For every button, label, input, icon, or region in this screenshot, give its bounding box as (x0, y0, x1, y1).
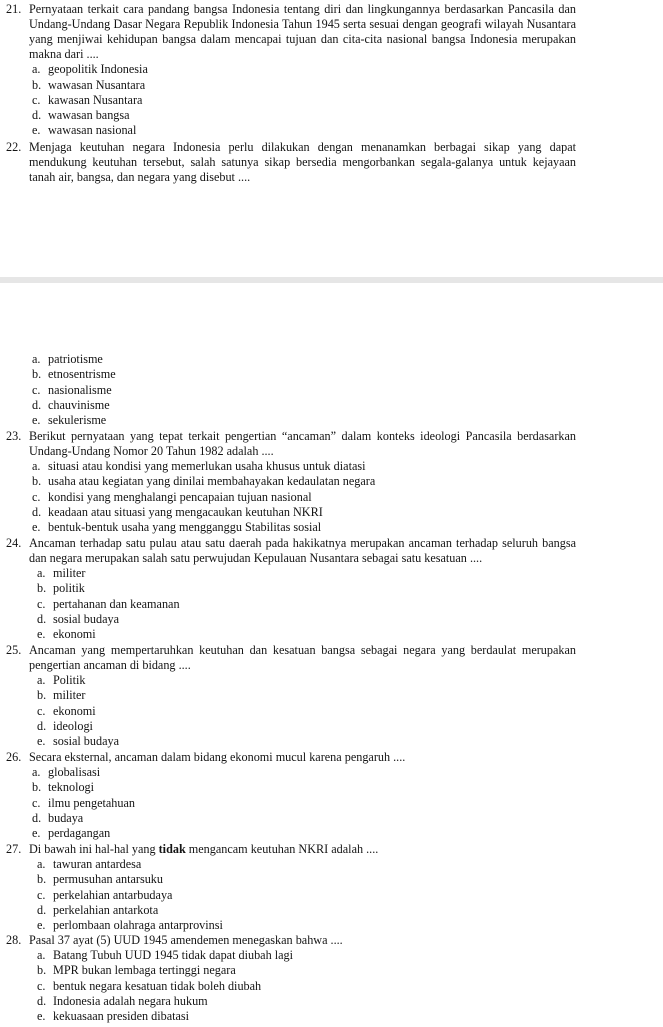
option-text: MPR bukan lembaga tertinggi negara (53, 963, 236, 978)
option-letter: b. (37, 688, 47, 703)
option-letter: a. (32, 62, 41, 77)
option-letter: c. (32, 92, 41, 107)
option-d[interactable] (37, 903, 576, 918)
option-text: perlombaan olahraga antarprovinsi (53, 918, 223, 933)
option-letter: e. (32, 413, 41, 427)
option-a[interactable] (37, 566, 576, 581)
option-letter: d. (32, 108, 42, 123)
question-28 (6, 933, 576, 1024)
options-list (37, 948, 576, 1024)
question-number: 28. (6, 933, 22, 947)
option-text: Indonesia adalah negara hukum (53, 993, 208, 1008)
option-letter: c. (37, 978, 46, 993)
option-c[interactable] (32, 796, 576, 811)
option-text: sosial budaya (53, 734, 120, 749)
question-23 (6, 429, 576, 535)
option-letter: c. (32, 382, 41, 397)
option-text: permusuhan antarsuku (53, 872, 163, 887)
option-text: politik (53, 581, 85, 596)
option-letter: d. (37, 718, 47, 733)
option-text: keadaan atau situasi yang mengacaukan keutuhan NKRI (48, 504, 323, 519)
option-text: ekonomi (53, 703, 96, 718)
option-letter: b. (32, 780, 42, 795)
option-letter: a. (32, 352, 41, 366)
question-text-start: Di bawah ini hal-hal yang (29, 842, 159, 856)
options-list (32, 62, 576, 138)
option-c[interactable] (37, 704, 576, 719)
option-b[interactable] (32, 780, 576, 795)
option-e[interactable] (37, 627, 576, 642)
option-text: geopolitik Indonesia (48, 62, 148, 77)
options-list (37, 566, 576, 642)
option-letter: b. (37, 872, 47, 887)
option-e[interactable] (32, 826, 576, 841)
option-text: budaya (48, 810, 84, 825)
option-c[interactable] (32, 93, 576, 108)
question-text (29, 842, 576, 857)
option-text: perkelahian antarbudaya (53, 887, 173, 902)
option-text: militer (53, 688, 86, 703)
option-letter: d. (32, 397, 42, 412)
option-letter: a. (37, 566, 46, 581)
option-text: wawasan bangsa (48, 108, 130, 123)
question-text: Pernyataan terkait cara pandang bangsa Indonesia tentang diri dan lingkungannya berdasarkan Pancasila dan Undang-Undang Dasar Negara Republik Indonesia Tahun 1945 serta sesuai dengan geografi wilayah Nusantara yang menjiwai kehidupan bangsa dalam mencapai tujuan dan cita-cita nasional bangsa Indonesia merupakan makna dari .... (29, 2, 576, 62)
option-d[interactable] (32, 108, 576, 123)
option-e[interactable] (37, 1009, 576, 1024)
option-e[interactable] (32, 123, 576, 138)
option-text: kawasan Nusantara (48, 92, 143, 107)
option-text: militer (53, 566, 86, 581)
options-list (32, 352, 576, 428)
question-24 (6, 536, 576, 642)
option-b[interactable] (37, 688, 576, 703)
option-text: chauvinisme (48, 397, 110, 412)
option-a[interactable] (37, 673, 576, 688)
option-c[interactable] (32, 490, 576, 505)
option-letter: e. (37, 1009, 46, 1024)
option-a[interactable] (32, 765, 576, 780)
option-d[interactable] (32, 811, 576, 826)
option-d[interactable] (37, 994, 576, 1009)
option-letter: c. (37, 596, 46, 611)
option-d[interactable] (32, 505, 576, 520)
question-text: Menjaga keutuhan negara Indonesia perlu dilakukan dengan menanamkan berbagai sikap yang dapat mendukung keutuhan tersebut, salah satunya sikap bersedia mengorbankan segala-galanya untuk kejayaan tanah air, bangsa, dan negara yang disebut .... (29, 140, 576, 185)
question-22 (6, 140, 576, 185)
option-letter: d. (32, 504, 42, 519)
option-text: pertahanan dan keamanan (53, 596, 180, 611)
option-letter: c. (32, 795, 41, 810)
option-text: teknologi (48, 780, 95, 795)
question-21 (6, 2, 576, 139)
option-c[interactable] (37, 597, 576, 612)
option-a[interactable] (32, 352, 576, 367)
option-text: Batang Tubuh UUD 1945 tidak dapat diubah lagi (53, 948, 294, 963)
option-text: bentuk-bentuk usaha yang mengganggu Stabilitas sosial (48, 520, 322, 535)
option-a[interactable] (32, 62, 576, 77)
option-a[interactable] (37, 857, 576, 872)
option-c[interactable] (37, 888, 576, 903)
question-22-options (6, 352, 576, 428)
option-a[interactable] (37, 948, 576, 963)
option-text: perkelahian antarkota (53, 902, 159, 917)
question-text: Pasal 37 ayat (5) UUD 1945 amendemen menegaskan bahwa .... (29, 933, 343, 947)
option-c[interactable] (37, 979, 576, 994)
question-text: Berikut pernyataan yang tepat terkait pengertian “ancaman” dalam konteks ideologi Pancasila berdasarkan Undang-Undang Nomor 20 Tahun 1982 adalah .... (29, 429, 576, 459)
options-list (37, 857, 576, 933)
option-text: sosial budaya (53, 611, 120, 626)
option-d[interactable] (37, 612, 576, 627)
option-e[interactable] (37, 734, 576, 749)
option-letter: a. (32, 459, 41, 474)
option-text: perdagangan (48, 826, 111, 841)
question-text: Secara eksternal, ancaman dalam bidang ekonomi mucul karena pengaruh .... (29, 750, 406, 764)
page-divider (0, 277, 663, 283)
option-letter: c. (37, 703, 46, 718)
option-text: globalisasi (48, 765, 101, 780)
question-number: 23. (6, 429, 22, 443)
question-text-end: mengancam keutuhan NKRI adalah .... (185, 842, 379, 856)
option-letter: e. (32, 826, 41, 841)
option-letter: e. (37, 627, 46, 642)
option-b[interactable] (37, 963, 576, 978)
option-e[interactable] (32, 520, 576, 535)
option-b[interactable] (37, 872, 576, 887)
option-c[interactable] (32, 383, 576, 398)
option-b[interactable] (32, 474, 576, 489)
option-text: wawasan Nusantara (48, 77, 146, 92)
option-text: ilmu pengetahuan (48, 795, 135, 810)
option-letter: b. (37, 963, 47, 978)
question-25 (6, 643, 576, 749)
question-text: Ancaman yang mempertaruhkan keutuhan dan kesatuan bangsa sebagai negara yang berdaulat merupakan pengertian ancaman di bidang .... (29, 643, 576, 673)
option-e[interactable] (37, 918, 576, 933)
option-letter: e. (37, 734, 46, 749)
option-text: tawuran antardesa (53, 857, 142, 872)
option-text: kekuasaan presiden dibatasi (53, 1009, 190, 1024)
question-number: 24. (6, 536, 22, 550)
option-letter: a. (37, 948, 46, 963)
option-b[interactable] (32, 78, 576, 93)
option-text: bentuk negara kesatuan tidak boleh diubah (53, 978, 262, 993)
question-number: 21. (6, 2, 22, 16)
option-text: situasi atau kondisi yang memerlukan usaha khusus untuk diatasi (48, 459, 366, 474)
option-d[interactable] (37, 719, 576, 734)
options-list (37, 673, 576, 749)
option-letter: b. (32, 474, 42, 489)
option-letter: a. (37, 857, 46, 872)
options-list (32, 765, 576, 841)
question-number: 27. (6, 842, 22, 856)
option-text: Politik (53, 673, 86, 688)
option-letter: b. (32, 77, 42, 92)
question-text: Ancaman terhadap satu pulau atau satu daerah pada hakikatnya merupakan ancaman terhadap seluruh bangsa dan negara merupakan salah satu perwujudan Kepulauan Nusantara sebagai satu kesatuan .... (29, 536, 576, 566)
option-letter: e. (37, 918, 46, 933)
question-27 (6, 842, 576, 933)
option-letter: b. (37, 581, 47, 596)
option-letter: d. (37, 902, 47, 917)
option-letter: d. (37, 611, 47, 626)
question-number: 25. (6, 643, 22, 657)
option-text: kondisi yang menghalangi pencapaian tujuan nasional (48, 489, 312, 504)
option-a[interactable] (32, 459, 576, 474)
question-number: 26. (6, 750, 22, 764)
option-d[interactable] (32, 398, 576, 413)
option-letter: e. (32, 123, 41, 138)
option-letter: a. (32, 765, 41, 780)
option-text: nasionalisme (48, 382, 112, 397)
option-text: wawasan nasional (48, 123, 137, 138)
option-letter: e. (32, 520, 41, 535)
question-text-emphasis: tidak (158, 842, 186, 856)
option-letter: a. (37, 673, 46, 688)
option-b[interactable] (37, 581, 576, 596)
option-letter: d. (37, 993, 47, 1008)
option-text: etnosentrisme (48, 367, 116, 382)
options-list (32, 459, 576, 535)
option-text: patriotisme (48, 352, 103, 366)
option-e[interactable] (32, 413, 576, 428)
question-number: 22. (6, 140, 22, 154)
option-text: ekonomi (53, 627, 96, 642)
option-letter: c. (37, 887, 46, 902)
option-text: ideologi (53, 718, 93, 733)
option-letter: b. (32, 367, 42, 382)
option-b[interactable] (32, 367, 576, 382)
question-26 (6, 750, 576, 841)
option-text: usaha atau kegiatan yang dinilai membahayakan kedaulatan negara (48, 474, 376, 489)
option-letter: d. (32, 810, 42, 825)
option-letter: c. (32, 489, 41, 504)
option-text: sekulerisme (48, 413, 107, 427)
